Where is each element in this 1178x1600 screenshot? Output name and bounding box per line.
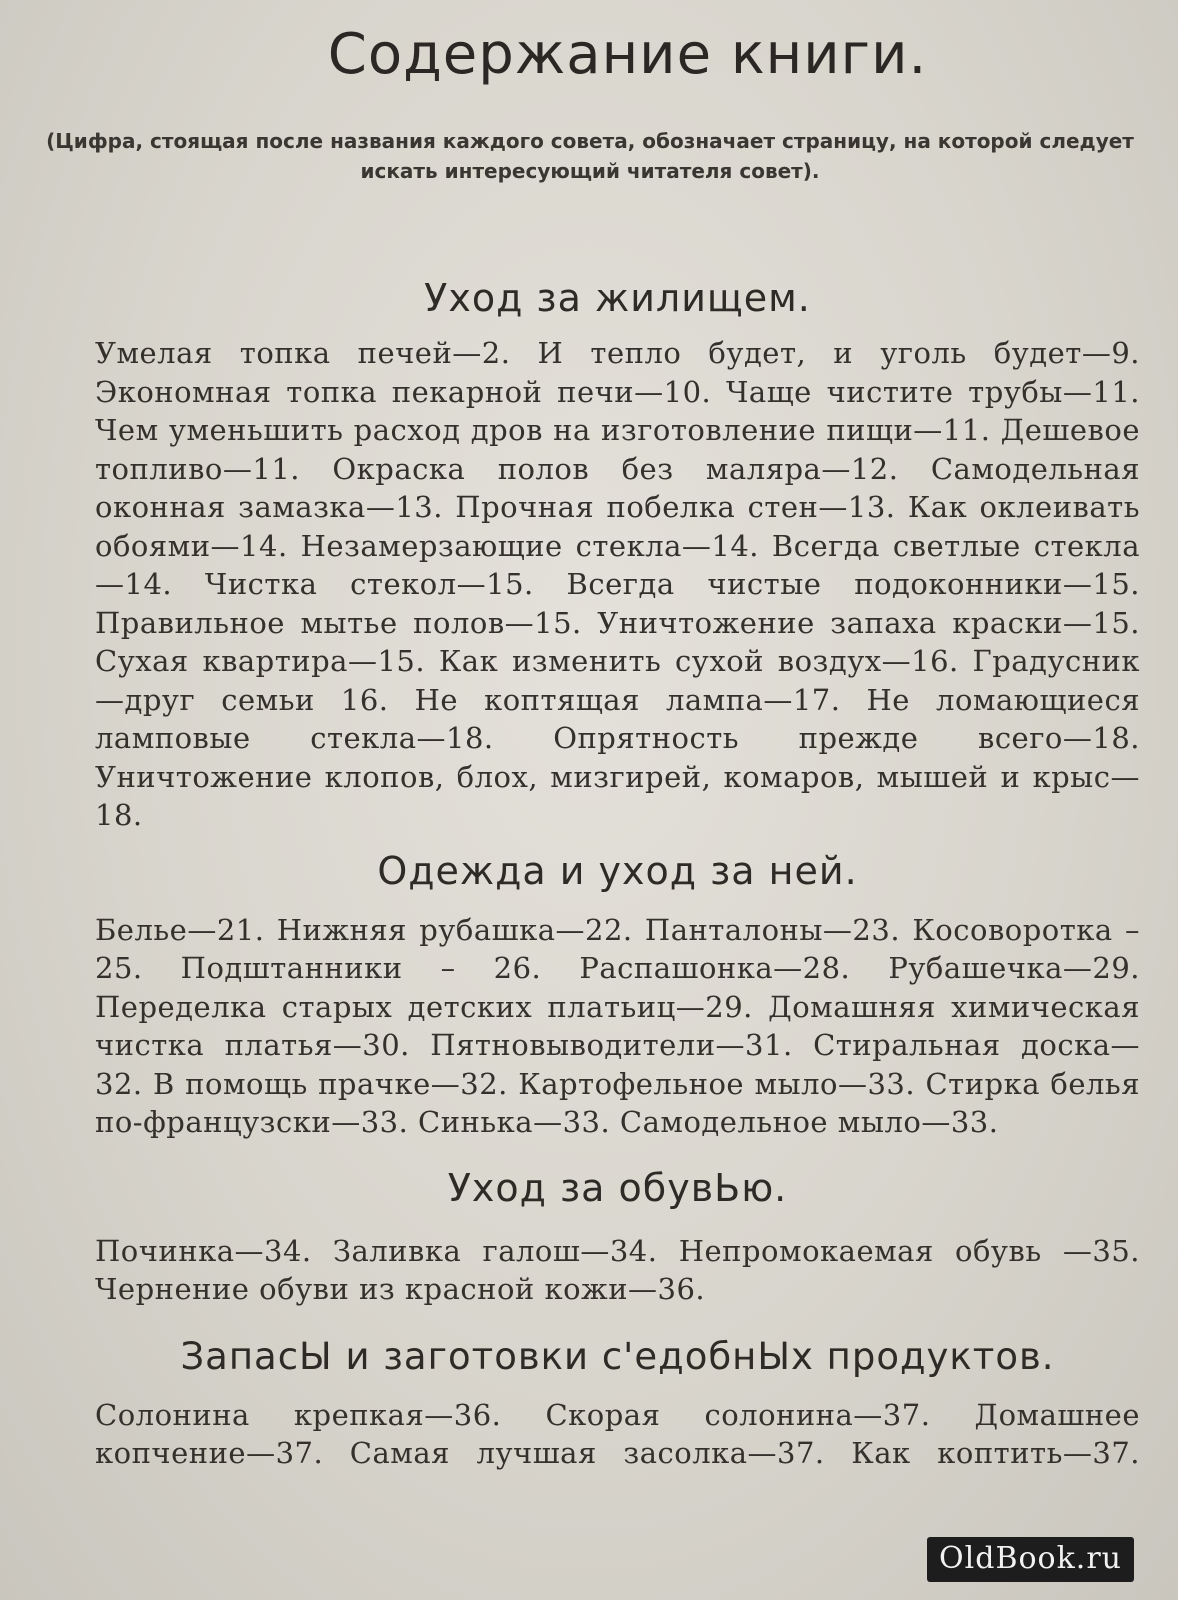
section-title: ЗапасЫ и заготовки с'едобнЫх продуктов.	[180, 1334, 1055, 1378]
section-title: Уход за обувЬю.	[447, 1165, 788, 1210]
section-food-stocks	[95, 1335, 1140, 1473]
section-body: Починка—34. Заливка галош—34. Непромокаемая обувь —35. Чернение обуви из красной кожи—36.	[95, 1233, 1140, 1306]
page-subtitle: (Цифра, стоящая после названия каждого совета, обозначает страницу, на которой следует искать интересующий читателя совет).	[46, 129, 1134, 183]
watermark-logo: OldBook.ru	[927, 1537, 1134, 1582]
section-body: Умелая топка печей—2. И тепло будет, и уголь будет—9. Экономная топка пекарной печи—10. Чаще чистите трубы—11. Чем уменьшить расход дров на изготовление пищи—11. Дешевое топливо—11. Окраска полов без маляра—12. Самодельная оконная замазка—13. Прочная побелка стен—13. Как оклеивать обоями—14. Незамерзающие стекла—14. Всегда светлые стекла—14. Чистка стекол—15. Всегда чистые подоконники—15. Правильное мытье полов—15. Уничтожение запаха краски—15. Сухая квартира—15. Как изменить сухой воздух—16. Градусник —друг семьи 16. Не коптящая лампа—17. Не ломающиеся ламповые стекла—18. Опрятность прежде всего—18. Уничтожение клопов, блох, мизгирей, комаров, мышей и крыс—18.	[95, 336, 1140, 832]
section-clothing	[95, 849, 1140, 1142]
section-footwear	[95, 1166, 1140, 1309]
section-title: Одежда и уход за ней.	[377, 848, 858, 893]
section-title: Уход за жилищем.	[424, 276, 811, 320]
page-content	[46, 20, 1140, 1473]
section-housing	[95, 276, 1140, 835]
section-body: Солонина крепкая—36. Скорая солонина—37. Домашнее копчение—37. Самая лучшая засолка—37. Как коптить—37.	[95, 1397, 1140, 1470]
section-body: Белье—21. Нижняя рубашка—22. Панталоны—23. Косоворотка – 25. Подштанники – 26. Распашонка—28. Рубашечка—29. Переделка старых детских платьиц—29. Домашняя химическая чистка платья—30. Пятновыводители—31. Стиральная доска—32. В помощь прачке—32. Картофельное мыло—33. Стирка белья по-французски—33. Синька—33. Самодельное мыло—33.	[95, 912, 1140, 1139]
page-title: Содержание книги.	[327, 22, 928, 87]
